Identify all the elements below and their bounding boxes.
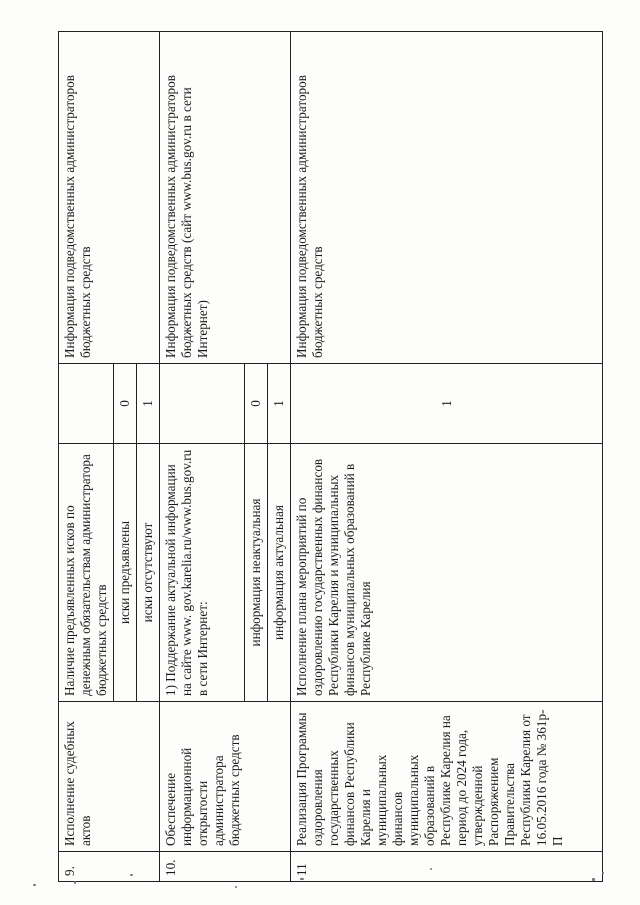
- row-11-indicator: Исполнение плана мероприятий по оздоровлению государственных финансов Республики Карелия и муниципальных финансов муниципальных образований в Республике Карелия: [291, 444, 603, 702]
- row-9-option-1-label: иски предъявлены: [114, 444, 137, 702]
- table-row-10: [160, 32, 245, 882]
- row-9-number: 9.: [59, 852, 160, 882]
- scan-speck: [300, 878, 304, 880]
- criteria-table: [58, 31, 603, 882]
- scan-speck: [430, 868, 432, 870]
- row-10-option-2-score: 1: [268, 364, 291, 444]
- scan-speck: [602, 872, 604, 874]
- row-9-option-2-label: иски отсутствуют: [137, 444, 160, 702]
- scan-speck: [592, 878, 595, 881]
- row-9-name: Исполнение судебных актов: [59, 702, 160, 852]
- row-9-indicator: Наличие предъявленных исков по денежным обязательствам администратора бюджетных средств: [59, 444, 114, 702]
- row-10-indicator: 1) Поддержание актуальной информации на сайте www. gov.karelia.ru/www.bus.gov.ru в сети Интернет:: [160, 444, 245, 702]
- row-9-option-2-score: 1: [137, 364, 160, 444]
- row-10-option-2-label: информация актуальная: [268, 444, 291, 702]
- row-11-name: Реализация Программы оздоровления государственных финансов Республики Карелия и муниципальных финансов муниципальных образований в Республике Карелия на период до 2024 года, утвержденной Распоряжением Правительства Республики Карелия от 16.05.2016 года № 361р-П: [291, 702, 603, 852]
- row-10-source: Информация подведомственных администраторов бюджетных средств (сайт www.bus.gov.ru в сети Интернет): [160, 32, 291, 364]
- row-9-option-1-score: 0: [114, 364, 137, 444]
- row-10-number: 10.: [160, 852, 291, 882]
- scan-speck: [235, 886, 237, 888]
- scan-speck: [74, 881, 76, 884]
- row-11-score: 1: [291, 364, 603, 444]
- row-10-option-1-score: 0: [245, 364, 268, 444]
- table-row-9: [59, 32, 114, 882]
- table-row-11: [291, 32, 603, 882]
- row-9-source: Информация подведомственных администраторов бюджетных средств: [59, 32, 160, 364]
- rotated-table-container: [58, 32, 603, 882]
- row-10-option-1-label: информация неактуальная: [245, 444, 268, 702]
- row-11-source: Информация подведомственных администраторов бюджетных средств: [291, 32, 603, 364]
- row-10-score-blank: [160, 364, 245, 444]
- scan-speck: [33, 884, 36, 886]
- row-10-name: Обеспечение информационной открытости администратора бюджетных средств: [160, 702, 291, 852]
- scan-speck: [130, 874, 133, 876]
- row-11-number: 11: [291, 852, 603, 882]
- row-9-score-blank: [59, 364, 114, 444]
